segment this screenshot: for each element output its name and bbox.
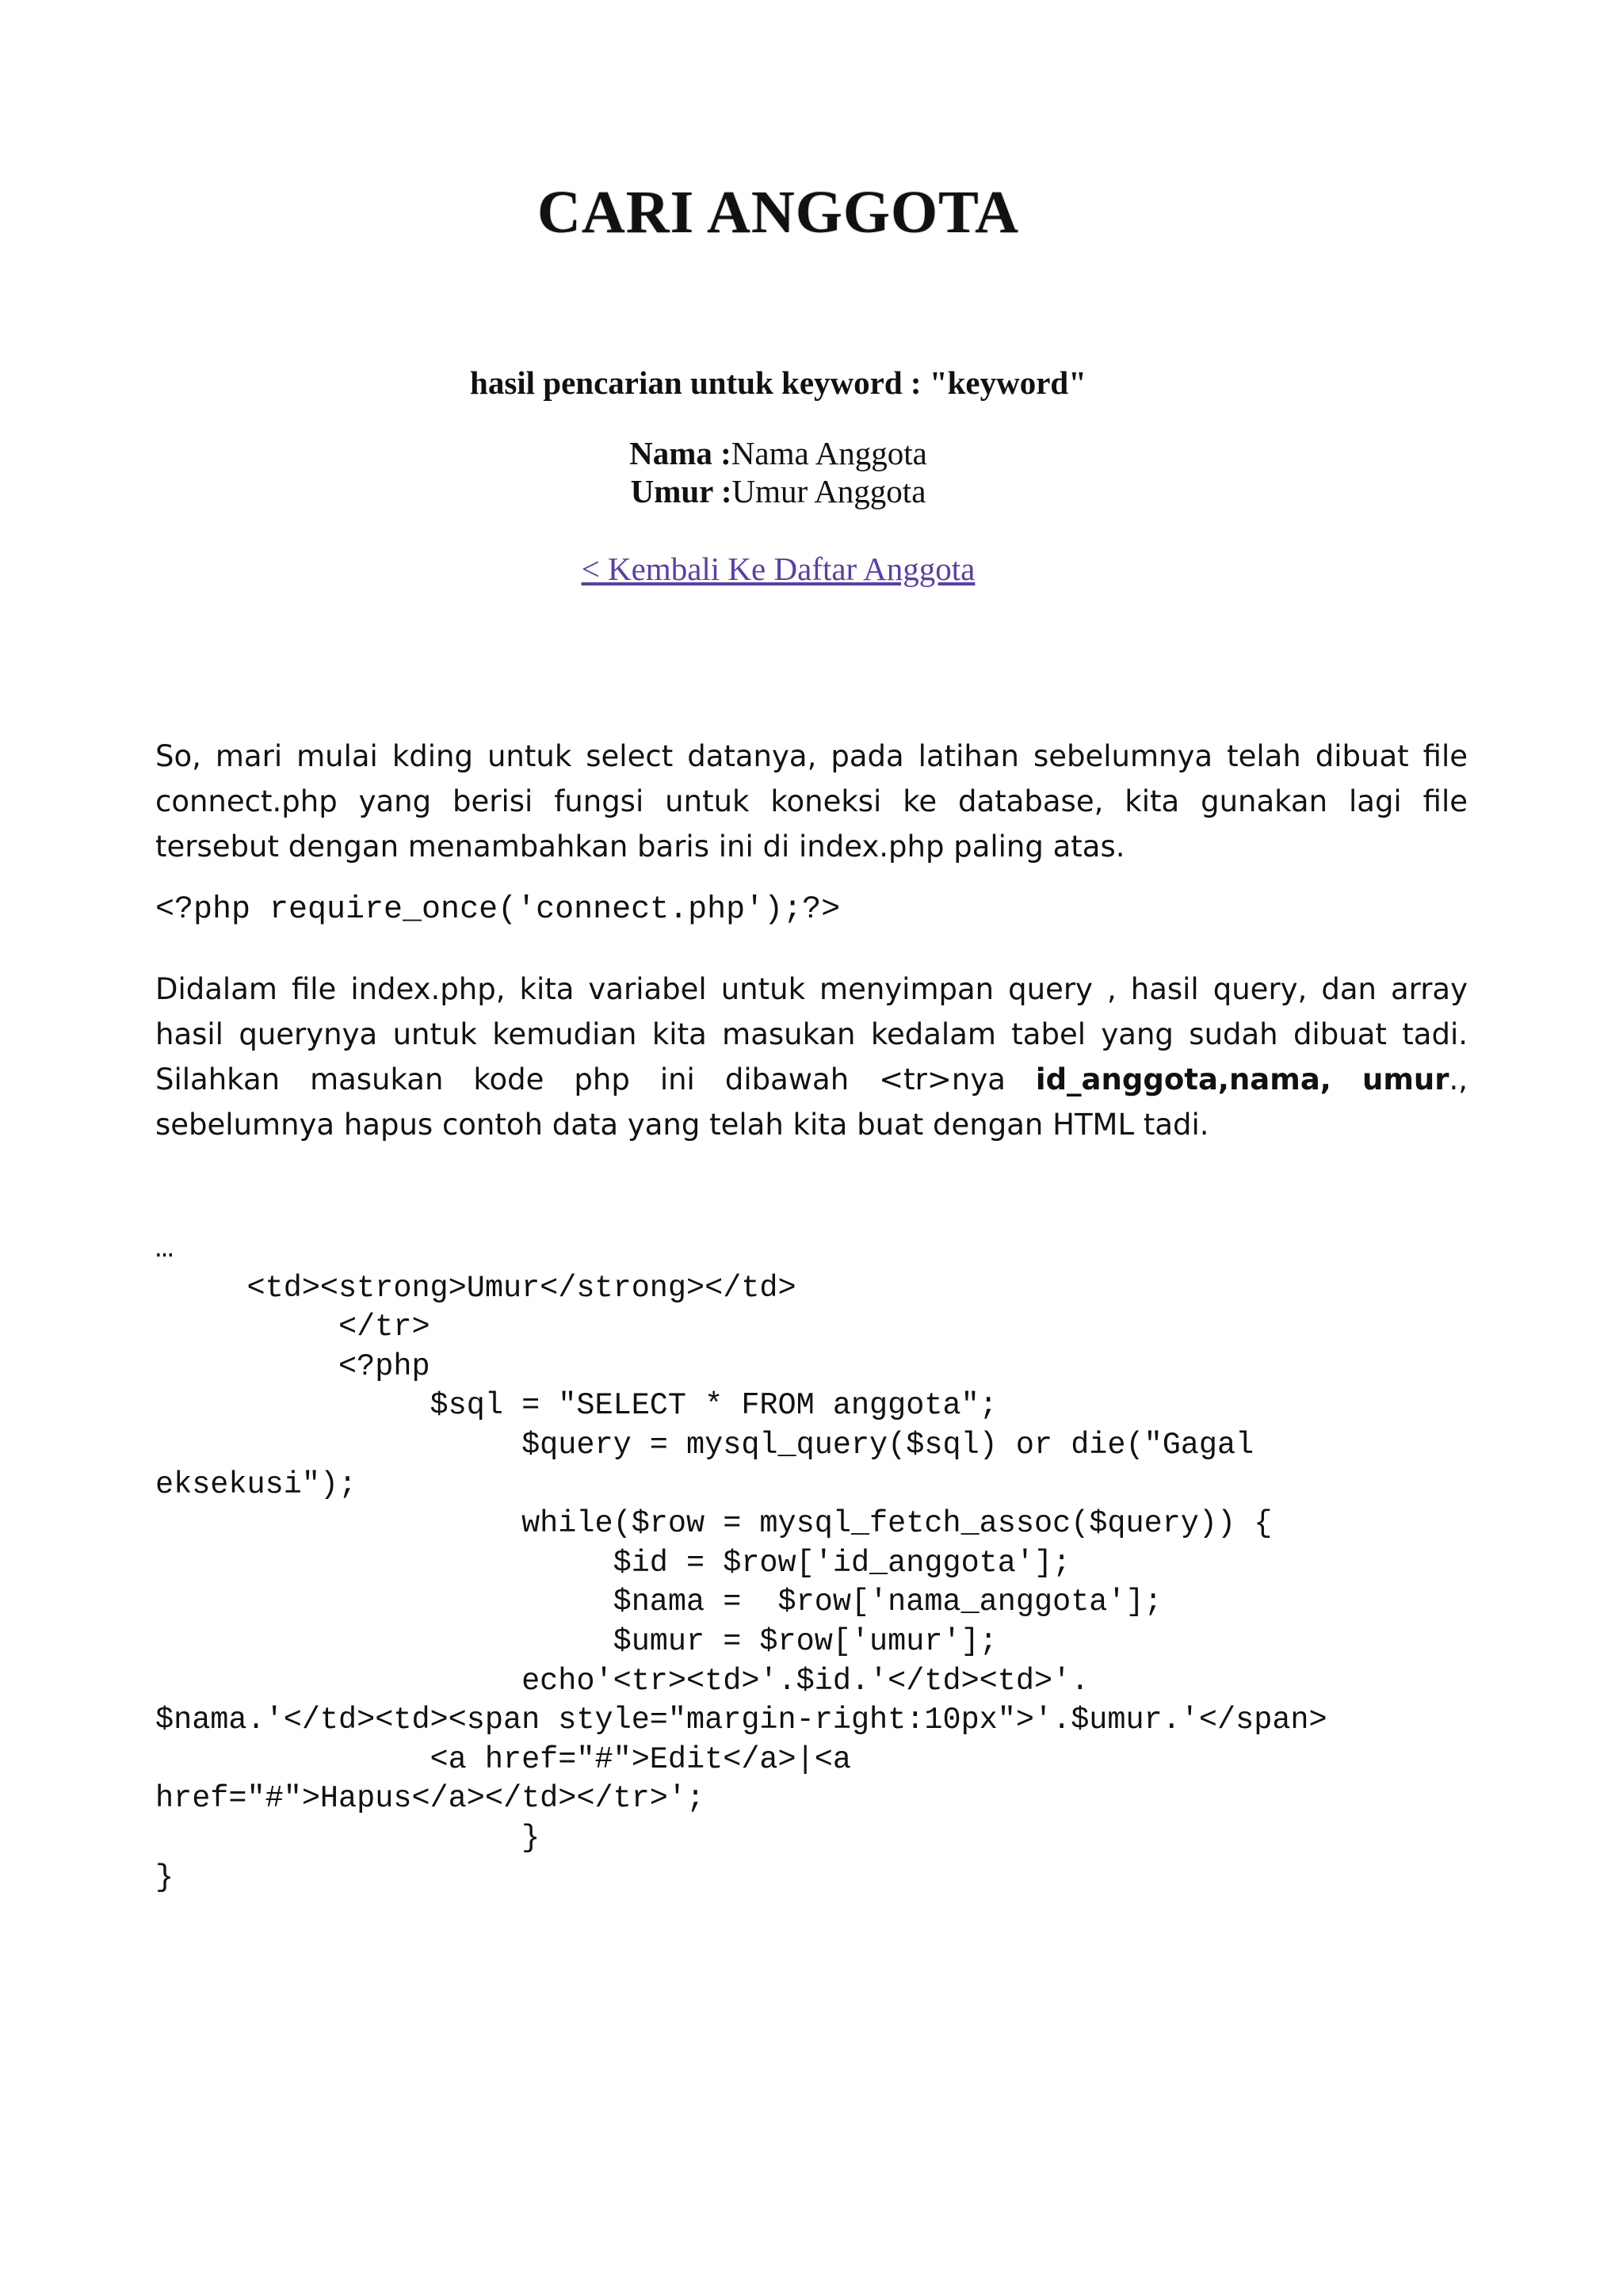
- member-age-label: Umur :: [630, 473, 732, 509]
- back-to-member-list-link[interactable]: < Kembali Ke Daftar Anggota: [581, 551, 976, 587]
- instruction-paragraph: [155, 967, 1468, 1147]
- member-name-row: [0, 434, 1556, 472]
- instruction-bold-fields: id_anggota,nama, umur: [1035, 1062, 1449, 1097]
- instruction-text-before: Didalam file index.php, kita variabel untuk menyimpan query , hasil query, dan array hasil querynya untuk kemudian kita masukan kedalam tabel yang sudah dibuat tadi. Silahkan masukan kode php ini dibawah <tr>nya: [155, 972, 1468, 1097]
- intro-paragraph: So, mari mulai kding untuk select datanya, pada latihan sebelumnya telah dibuat file connect.php yang berisi fungsi untuk koneksi ke database, kita gunakan lagi file tersebut dengan menambahkan baris ini di index.php paling atas.: [155, 739, 1468, 864]
- instruction-text-after: ., sebelumnya hapus contoh data yang telah kita buat dengan HTML tadi.: [155, 1062, 1468, 1142]
- page-title: CARI ANGGOTA: [537, 179, 1020, 246]
- php-code-block: … <td><strong>Umur</strong></td> </tr> <?php $sql = "SELECT * FROM anggota"; $query = mysql_query($sql) or die("Gagal eksekusi"); while($row = mysql_fetch_assoc($query)) { $id = $row['id_anggota']; $nama = $row['nama_anggota']; $umur = $row['umur']; echo'<tr><td>'.$id.'</td><td>'. $nama.'</td><td><span style="margin-right:10px">'.$umur.'</span> <a href="#">Edit</a>|<a href="#">Hapus</a></td></tr>'; } }: [155, 1231, 1327, 1895]
- search-result-heading: hasil pencarian untuk keyword : "keyword": [470, 364, 1086, 401]
- back-link-container: [0, 547, 1556, 591]
- embedded-screenshot: [0, 0, 1623, 634]
- member-name-value: Nama Anggota: [731, 435, 927, 471]
- member-age-row: [0, 472, 1556, 510]
- member-age-value: Umur Anggota: [731, 473, 926, 509]
- require-once-code: <?php require_once('connect.php');?>: [155, 892, 841, 928]
- member-name-label: Nama :: [629, 435, 731, 471]
- member-info: [0, 434, 1556, 510]
